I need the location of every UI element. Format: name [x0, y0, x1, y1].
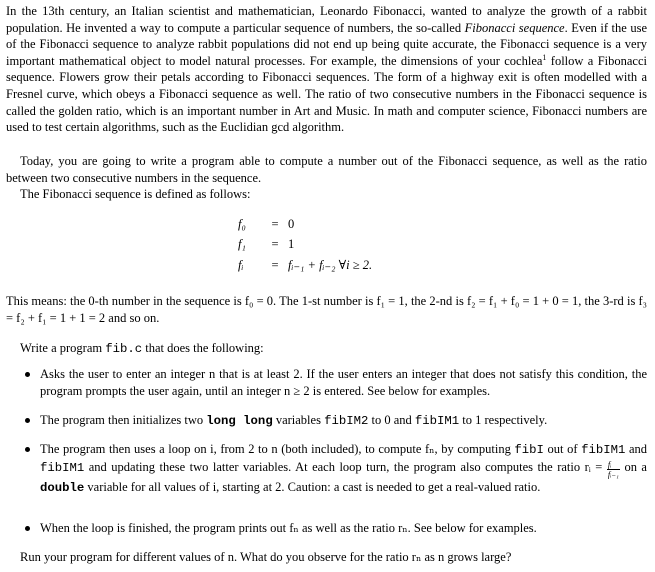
definition-lhs: f₀ — [238, 217, 246, 231]
bullet-text: variable for all values of i, starting at 2. Caution: a cast is needed to get a real-valued ratio. — [84, 479, 541, 494]
definition-rhs: 0 — [288, 217, 295, 231]
closing-question: Run your program for different values of n. What do you observe for the ratio rₙ as n grows large? — [20, 550, 512, 564]
bullet-text: Asks the user to enter an integer n that is at least 2. If the user enters an integer that does not satisfy this condition, the program prompts the user again, until an integer n ≥ 2 is entered. See below for examples. — [40, 367, 647, 398]
definition-lhs: f₁ — [238, 237, 246, 251]
task-intro — [6, 340, 647, 358]
variable-code: fibI — [514, 443, 544, 457]
bullet-icon — [25, 372, 30, 377]
intro-paragraph — [6, 3, 647, 136]
bullet-text: The program then uses a loop on i, from 2 to n (both included), to compute fₙ, by computing — [40, 442, 515, 456]
ratio-fraction — [607, 460, 620, 479]
bullet-text: The program then initializes two — [40, 413, 207, 427]
bullet-text: out of — [543, 442, 582, 456]
filename-code: fib.c — [105, 342, 143, 356]
bullet-text: to 1 respectively. — [459, 413, 548, 427]
intro-text-b: . Even if the use of the Fibonacci sequence to analyze rabbit populations did not end up being quite accurate, the Fibonacci sequence is a very important mathematical object to model natural processes. For example, the dimensions of your cochlea — [6, 20, 647, 68]
task-intro-text: that does the following: — [142, 341, 264, 355]
type-keyword: double — [40, 480, 85, 495]
bullet-text: variables — [272, 413, 325, 427]
definition-equals: = — [271, 237, 279, 251]
fibonacci-definition — [238, 216, 438, 276]
list-item — [40, 441, 647, 496]
task-intro-text: Write a program — [20, 341, 106, 355]
ratio-numerator: fᵢ — [607, 460, 620, 470]
bullet-text: When the loop is finished, the program prints out fₙ as well as the ratio rₙ. See below for examples. — [40, 521, 537, 535]
bullet-icon — [25, 526, 30, 531]
definition-lhs: fᵢ — [238, 258, 244, 272]
variable-code: fibIM1 — [414, 414, 460, 428]
explanation-paragraph: This means: the 0-th number in the sequence is f₀ = 0. The 1-st number is f₁ = 1, the 2-nd is f₂ = f₁ + f₀ = 1 + 0 = 1, the 3-rd is f₃ = f₂ + f₁ = 1 + 1 = 2 and so on. — [6, 294, 647, 325]
variable-code: fibIM1 — [581, 443, 626, 457]
definition-rhs: 1 — [288, 237, 295, 251]
definition-equals: = — [271, 217, 279, 231]
definition-lead: The Fibonacci sequence is defined as follows: — [20, 187, 251, 201]
bullet-text: on a — [619, 459, 647, 474]
ratio-denominator: fᵢ₋₁ — [607, 468, 619, 479]
list-item — [40, 412, 647, 430]
goal-paragraph: Today, you are going to write a program able to compute a number out of the Fibonacci sequence, as well as the ratio between two consecutive numbers in the sequence. — [6, 154, 647, 185]
type-keyword: long long — [206, 414, 273, 428]
footnote-mark[interactable]: 1 — [542, 52, 547, 62]
bullet-icon — [25, 447, 30, 452]
list-item — [40, 366, 647, 399]
bullet-text: to 0 and — [368, 413, 415, 427]
definition-equals: = — [271, 258, 279, 272]
list-item — [40, 520, 647, 537]
bullet-icon — [25, 418, 30, 423]
bullet-text: and updating these two latter variables. At each loop turn, the program also computes the ratio rᵢ = — [84, 459, 607, 474]
intro-text-a: In the 13th century, an Italian scientist and mathematician, Leonardo Fibonacci, wanted to analyze the growth of a rabbit population. He invented a way to compute a particular sequence of numbers, the so-called — [6, 4, 647, 35]
bullet-text: and — [625, 442, 647, 456]
variable-code: fibIM1 — [40, 460, 85, 475]
intro-text-c: follow a Fibonacci sequence. Flowers grow their petals according to Fibonacci sequences. The form of a highway exit is often modelled with a Fresnel curve, which obeys a Fibonacci sequence as well. The ratio of two consecutive numbers in the Fibonacci sequence is called the golden ratio, which is an important number in Art and Music. In math and computer science, Fibonacci numbers are used to test certain algorithms, such as the Euclidian gcd algorithm. — [6, 53, 647, 135]
definition-rhs: fᵢ₋₁ + fᵢ₋₂ ∀i ≥ 2. — [288, 258, 373, 272]
intro-emphasis: Fibonacci sequence — [464, 20, 565, 35]
variable-code: fibIM2 — [324, 414, 369, 428]
